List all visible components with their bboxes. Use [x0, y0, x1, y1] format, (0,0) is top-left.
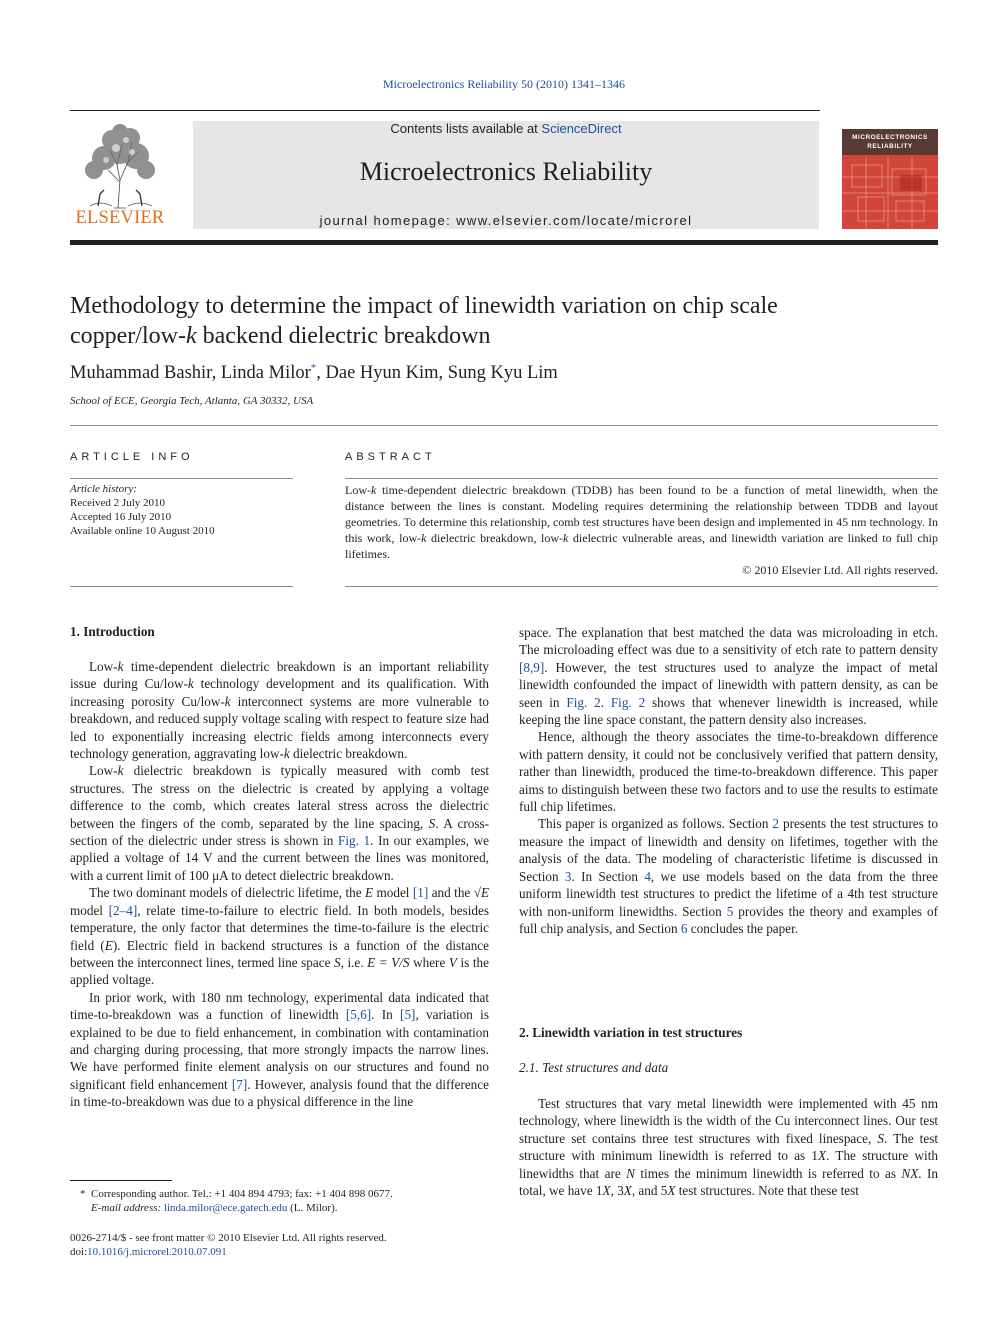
- article-title: [70, 291, 930, 351]
- intro-paragraph-1: Low-k time-dependent dielectric breakdown is an important reliability issue during Cu/low-k technology development and its qualification. With increasing porosity Cu/low-k interconnect systems are more vulnerable to breakdown, and reduced supply voltage scaling with respect to feature size had led to exponentially increasing electric fields among interconnects every technology generation, aggravating low-k dielectric breakdown.: [70, 659, 489, 762]
- affiliation-rule: [70, 425, 938, 426]
- ref-1-link[interactable]: [1]: [412, 885, 429, 901]
- abstract-rule-top: [345, 478, 938, 479]
- issn-line: 0026-2714/$ - see front matter © 2010 Elsevier Ltd. All rights reserved.: [70, 1232, 387, 1244]
- section-2-link[interactable]: 2: [772, 816, 780, 832]
- history-label: Article history:: [70, 483, 137, 495]
- header-rule: [70, 110, 820, 111]
- email-link[interactable]: linda.milor@ece.gatech.edu: [163, 1202, 288, 1214]
- ref-2-4-link[interactable]: [2–4]: [108, 902, 138, 918]
- section-2-heading: 2. Linewidth variation in test structures: [519, 1025, 743, 1040]
- section-1-heading: 1. Introduction: [70, 624, 155, 639]
- contents-prefix: Contents lists available at: [390, 121, 542, 136]
- intro-paragraph-3: The two dominant models of dielectric lifetime, the E model [1] and the √E model [2–4], relate time-to-failure to electric field. In both models, besides temperature, the only factor that determines the time-to-failure is the electric field (E). Electric field in backend structures is a function of the distance between the interconnect lines, termed line space S, i.e. E = V/S where V is the applied voltage.: [70, 885, 489, 988]
- section-4-link[interactable]: 4: [644, 868, 651, 884]
- journal-homepage[interactable]: journal homepage: www.elsevier.com/locate/microrel: [319, 213, 693, 228]
- journal-cover[interactable]: [842, 111, 938, 229]
- abstract-text: Low-k time-dependent dielectric breakdown (TDDB) has been found to be a function of metal linewidth, when the distance between the lines is constant. Modeling requires determining the relationship between TDDB and layout geometries. To determine this relationship, comb test structures have been design and implemented in 45 nm technology. In this work, low-k dielectric breakdown, low-k dielectric vulnerable areas, and linewidth variation are linked to full chip lifetimes.: [345, 483, 938, 561]
- section-2-1-heading: 2.1. Test structures and data: [519, 1060, 669, 1075]
- abstract-rule-bottom: [345, 586, 938, 587]
- received-date: Received 2 July 2010: [70, 497, 166, 509]
- journal-citation[interactable]: Microelectronics Reliability 50 (2010) 1341–1346: [383, 77, 625, 91]
- ref-8-9-link[interactable]: [8,9]: [519, 659, 545, 675]
- abstract-copyright: © 2010 Elsevier Ltd. All rights reserved.: [742, 563, 938, 577]
- cover-title-line-2: RELIABILITY: [867, 143, 913, 150]
- article-info-rule-bottom: [70, 586, 293, 587]
- cover-title-line-1: MICROELECTRONICS: [852, 134, 928, 141]
- corresponding-author-mark[interactable]: *: [310, 362, 317, 374]
- intro-paragraph-4: In prior work, with 180 nm technology, experimental data indicated that time-to-breakdown was a function of linewidth [5,6]. In [5], variation is explained to be due to field enhancement, in combination with contamination and charging during processing, that more strongly impacts the narrow lines. We have performed finite element analysis on our structures and found no significant field enhancement [7]. However, analysis found that the difference in time-to-breakdown was due to a physical difference in the line: [70, 989, 489, 1110]
- title-line-1: Methodology to determine the impact of linewidth variation on chip scale: [70, 293, 778, 319]
- right-column-body-top: [519, 624, 938, 937]
- online-date: Available online 10 August 2010: [70, 525, 215, 537]
- right-column-body-bottom: [519, 1095, 938, 1199]
- ref-5-6-link[interactable]: [5,6]: [345, 1007, 372, 1023]
- accepted-date: Accepted 16 July 2010: [70, 511, 172, 523]
- elsevier-wordmark: ELSEVIER: [75, 208, 165, 228]
- intro-paragraph-2: Low-k dielectric breakdown is typically measured with comb test structures. The stress on the dielectric is created by applying a voltage difference to the comb, which creates lateral stress across the dielectric between the fingers of the comb, separated by the line spacing, S. A cross-section of the dielectric under stress is shown in Fig. 1. In our examples, we applied a voltage of 14 V and the current between the lines was monitored, with a current limit of 100 μA to detect dielectric breakdown.: [70, 763, 490, 883]
- chip-pattern-icon: [842, 157, 938, 229]
- email-label: E-mail address:: [91, 1202, 162, 1214]
- doi-link[interactable]: 10.1016/j.microrel.2010.07.091: [87, 1246, 227, 1258]
- ref-5-link[interactable]: [5]: [400, 1007, 416, 1023]
- section-5-link[interactable]: 5: [726, 903, 734, 919]
- journal-banner: [193, 121, 819, 229]
- abstract-heading: ABSTRACT: [345, 451, 436, 463]
- section-6-link[interactable]: 6: [680, 920, 688, 936]
- corresponding-author-footnote: * Corresponding author. Tel.: +1 404 894 4793; fax: +1 404 898 0677. E-mail address: linda.milor@ece.gatech.edu (L. Milor).: [80, 1188, 393, 1214]
- footnote-rule: [70, 1180, 172, 1181]
- front-matter-notice: [70, 1231, 510, 1259]
- elsevier-logo: [70, 120, 170, 232]
- intro-paragraph-5: space. The explanation that best matched the data was microloading in etch. The microloading effect was due to a sensitivity of etch rate to pattern density [8,9]. However, the test structures used to analyze the impact of metal linewidth confounded the impact of linewidth with pattern density, as can be seen in Fig. 2. Fig. 2 shows that whenever linewidth is increased, while keeping the line space constant, the pattern density also increases.: [519, 625, 939, 728]
- cover-title: [842, 133, 938, 151]
- contents-line: [193, 121, 819, 136]
- section-2-paragraph-1: Test structures that vary metal linewidth were implemented with 45 nm technology, where linewidth is the width of the Cu interconnect lines. Our test structure set contains three test structures with fixed linespace, S. The test structure with minimum linewidth is referred to as 1X. The structure with linewidths that are N times the minimum linewidth is referred to as NX. In total, we have 1X, 3X, and 5X test structures. Note that these test: [519, 1096, 939, 1199]
- section-3-link[interactable]: 3: [564, 868, 572, 884]
- article-info-heading: ARTICLE INFO: [70, 451, 194, 463]
- sciencedirect-link[interactable]: ScienceDirect: [541, 121, 622, 136]
- footnote-mark: *: [80, 1188, 86, 1200]
- author-list: Muhammad Bashir, Linda Milor*, Dae Hyun Kim, Sung Kyu Lim: [70, 362, 558, 384]
- intro-paragraph-7: This paper is organized as follows. Section 2 presents the test structures to measure the impact of linewidth and density on lifetimes, together with the analysis of the data. The modeling of characteristic lifetime is discussed in Section 3. In Section 4, we use models based on the data from the three uniform linewidth test structures to predict the lifetime of a 4th test structure with non-uniform linewidths. Section 5 provides the theory and examples of full chip analysis, and Section 6 concludes the paper.: [519, 816, 938, 936]
- ref-7-link[interactable]: [7]: [231, 1076, 248, 1092]
- intro-paragraph-6: Hence, although the theory associates the time-to-breakdown difference with pattern density, it could not be conclusively verified that pattern density, rather than linewidth, produced the time-to-breakdown difference. This paper aims to distinguish between these two factors and to use the results to estimate full chip lifetimes.: [519, 729, 938, 815]
- doi-line: doi:10.1016/j.microrel.2010.07.091: [70, 1246, 227, 1258]
- article-history: [70, 482, 215, 538]
- cover-top-strip: [842, 111, 938, 131]
- header-thick-rule: [70, 240, 938, 245]
- fig-2-link[interactable]: Fig. 2: [566, 694, 601, 710]
- left-column-body: [70, 658, 489, 1111]
- footnote-contact: Corresponding author. Tel.: +1 404 894 4793; fax: +1 404 898 0677.: [91, 1188, 393, 1200]
- title-line-2: copper/low-k backend dielectric breakdown: [70, 323, 491, 349]
- journal-title: Microelectronics Reliability: [359, 157, 653, 186]
- fig-1-link[interactable]: Fig. 1: [338, 833, 371, 849]
- fig-2-link-2[interactable]: Fig. 2: [610, 694, 646, 710]
- affiliation: School of ECE, Georgia Tech, Atlanta, GA 30332, USA: [70, 395, 314, 407]
- article-info-rule-top: [70, 478, 293, 479]
